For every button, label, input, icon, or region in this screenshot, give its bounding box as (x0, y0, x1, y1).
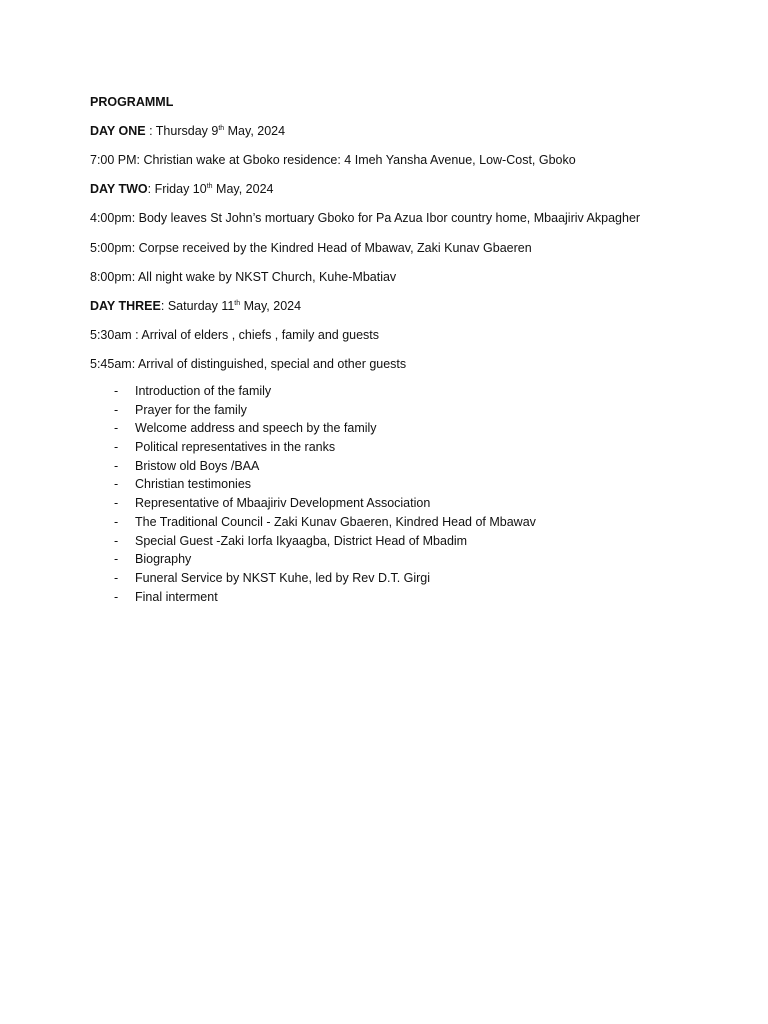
list-item-text: Bristow old Boys /BAA (135, 458, 260, 473)
day-one-date-suffix: th (218, 125, 225, 132)
list-dash: - (114, 402, 119, 417)
day-two-event: 8:00pm: All night wake by NKST Church, Kuhe-Mbatiav (90, 270, 397, 284)
list-dash: - (114, 589, 119, 604)
list-dash: - (114, 477, 119, 492)
day-three-separator: : (160, 299, 168, 313)
list-dash: - (114, 533, 119, 548)
day-three-event: 5:45am: Arrival of distinguished, special and other guests (90, 357, 407, 371)
day-three-date-rest: May, 2024 (240, 299, 302, 313)
list-item-text: Representative of Mbaajiriv Development Association (135, 496, 431, 511)
day-one-label: DAY ONE (90, 124, 146, 138)
list-item-text: Prayer for the family (135, 402, 247, 417)
list-dash: - (114, 421, 119, 436)
day-three-date: Saturday 11 (167, 299, 235, 313)
day-two-label: DAY TWO (90, 182, 148, 196)
list-dash: - (114, 496, 119, 511)
list-dash: - (114, 514, 119, 529)
document-title: PROGRAMML (90, 95, 174, 109)
list-dash: - (114, 384, 119, 398)
day-one-heading (90, 123, 285, 139)
list-dash: - (114, 440, 119, 455)
list-dash: - (114, 458, 119, 473)
list-item-text: Funeral Service by NKST Kuhe, led by Rev D.T. Girgi (135, 570, 431, 585)
list-dash: - (114, 570, 119, 585)
day-three-event: 5:30am : Arrival of elders , chiefs , family and guests (90, 328, 380, 342)
list-item-text: Political representatives in the ranks (135, 440, 336, 455)
day-three-date-suffix: th (234, 300, 241, 307)
day-two-event: 5:00pm: Corpse received by the Kindred Head of Mbawav, Zaki Kunav Gbaeren (90, 241, 532, 255)
list-item-text: The Traditional Council - Zaki Kunav Gbaeren, Kindred Head of Mbawav (135, 514, 536, 529)
day-three-label: DAY THREE (90, 299, 161, 313)
list-item-text: Christian testimonies (135, 477, 252, 492)
list-item-text: Final interment (135, 589, 218, 604)
day-two-date: Friday 10 (154, 182, 207, 196)
day-one-date: Thursday 9 (155, 124, 219, 138)
list-item-text: Biography (135, 552, 192, 567)
day-three-heading (90, 298, 301, 314)
day-two-event: 4:00pm: Body leaves St John’s mortuary Gboko for Pa Azua Ibor country home, Mbaajiriv Akpagher (90, 211, 641, 225)
list-item-text: Welcome address and speech by the family (135, 421, 377, 436)
day-one-separator: : (145, 124, 156, 138)
list-dash: - (114, 552, 119, 567)
day-one-event: 7:00 PM: Christian wake at Gboko residence: 4 Imeh Yansha Avenue, Low-Cost, Gboko (90, 153, 576, 167)
list-item-text: Special Guest -Zaki Iorfa Ikyaagba, District Head of Mbadim (135, 533, 468, 548)
day-two-date-suffix: th (206, 183, 213, 190)
day-two-date-rest: May, 2024 (212, 182, 274, 196)
day-one-date-rest: May, 2024 (224, 124, 286, 138)
day-two-heading (90, 181, 273, 197)
day-two-separator: : (147, 182, 155, 196)
list-item-text: Introduction of the family (135, 384, 272, 398)
